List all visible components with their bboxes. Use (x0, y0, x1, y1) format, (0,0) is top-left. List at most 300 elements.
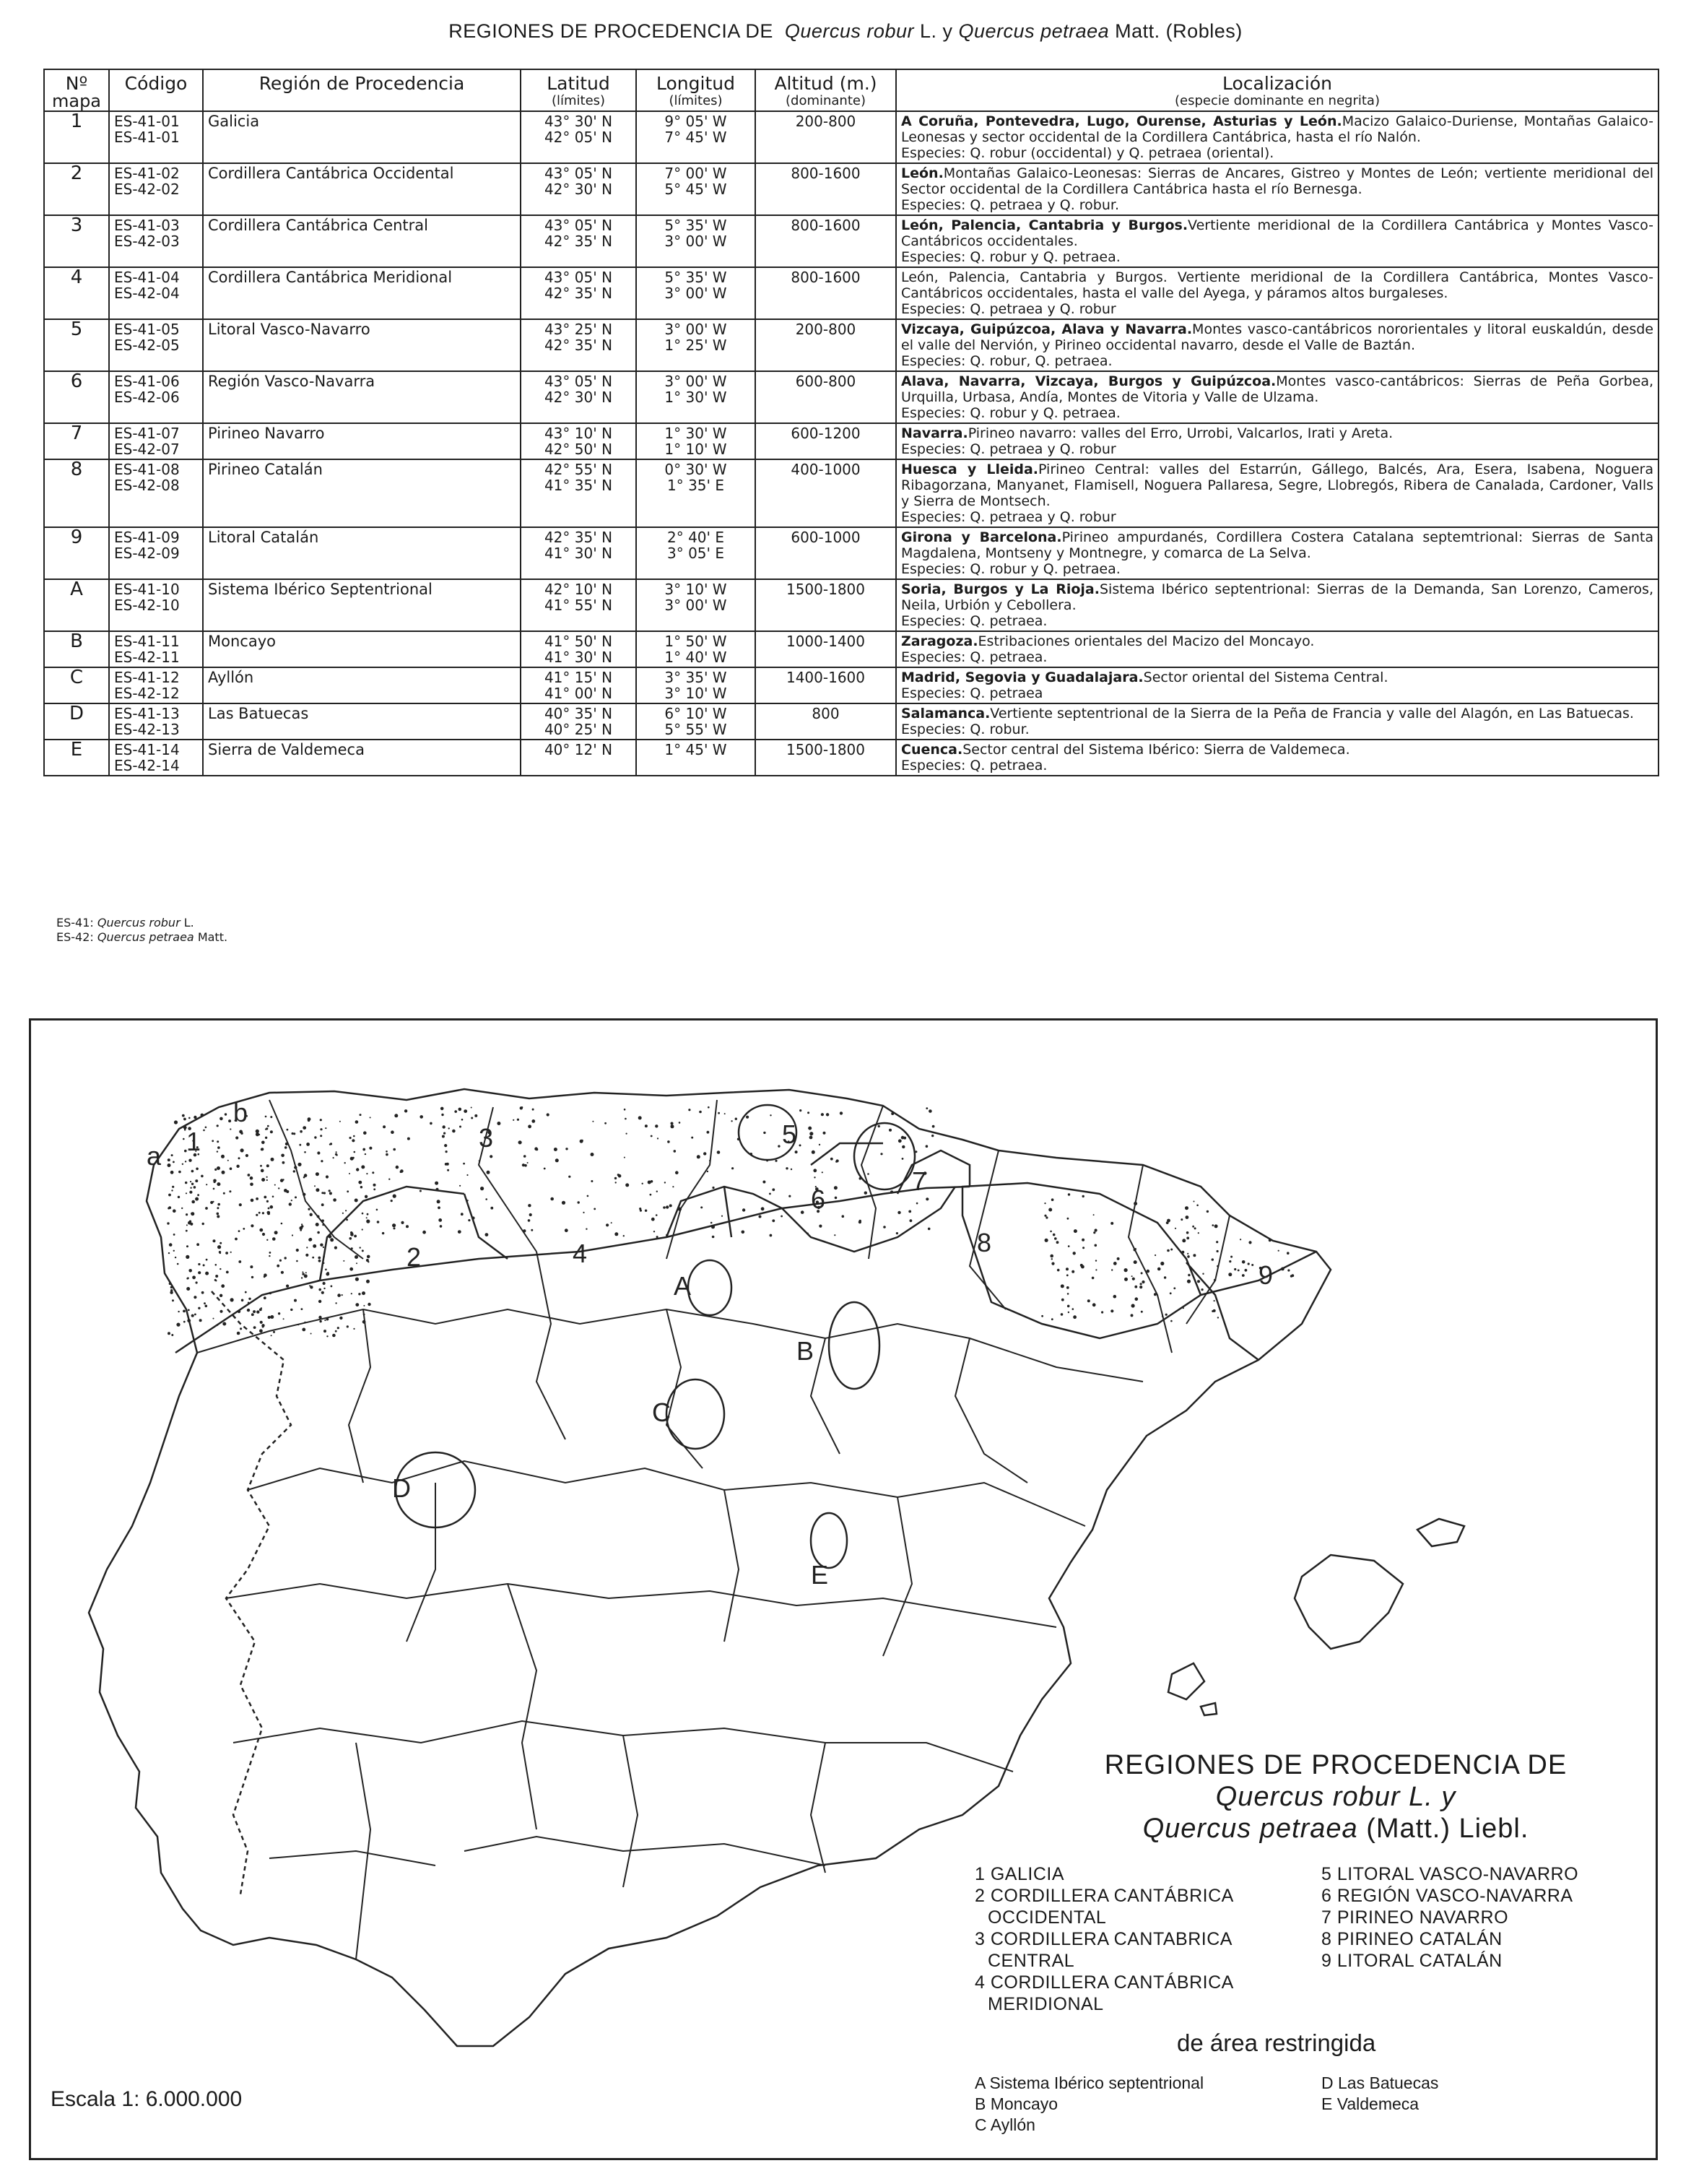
title-prefix: REGIONES DE PROCEDENCIA DE (448, 20, 773, 42)
presence-dot (1131, 1314, 1134, 1317)
presence-dot (1117, 1257, 1120, 1260)
portugal-border (212, 1291, 291, 1894)
cell-lon: 5° 35' W 3° 00' W (636, 215, 755, 267)
presence-dot (830, 1158, 833, 1161)
presence-dot (897, 1211, 900, 1214)
presence-dot (518, 1140, 522, 1144)
presence-dot (304, 1322, 306, 1324)
cell-num: 2 (44, 163, 109, 215)
map-label-4: 4 (573, 1239, 588, 1268)
presence-dot (350, 1233, 354, 1236)
presence-dot (772, 1188, 775, 1191)
presence-dot (931, 1135, 934, 1137)
presence-dot (814, 1176, 815, 1178)
presence-dot (168, 1252, 170, 1254)
presence-dot (352, 1157, 355, 1159)
presence-dot (225, 1252, 228, 1254)
presence-dot (173, 1250, 175, 1252)
presence-dot (230, 1128, 231, 1130)
presence-dot (332, 1334, 336, 1338)
presence-dot (615, 1182, 617, 1183)
cell-localizacion: Huesca y Lleida.Pirineo Central: valles del Estarrún, Gállego, Balcés, Ara, Esera, Isabena, Noguera Ribagorzana, Manyanet, Flamisell, Noguera Pallaresa, Segre, Llobregós, Ribera de Canalada, Cardoner, Valls y Sierra de Montsech. Especies: Q. petraea y Q. robur (896, 459, 1659, 527)
presence-dot (1061, 1313, 1064, 1316)
cell-num: 9 (44, 527, 109, 579)
presence-dot (217, 1182, 220, 1186)
map-label-D: D (392, 1473, 411, 1503)
presence-dot (867, 1173, 869, 1175)
cell-lat: 43° 25' N 42° 35' N (521, 319, 636, 371)
presence-dot (178, 1311, 179, 1312)
presence-dot (250, 1265, 253, 1268)
presence-dot (362, 1291, 365, 1295)
presence-dot (1132, 1278, 1135, 1280)
presence-dot (1182, 1239, 1186, 1242)
presence-dot (1238, 1270, 1240, 1272)
cell-region: Litoral Vasco-Navarro (203, 319, 521, 371)
presence-dot (896, 1232, 898, 1234)
legend-item: OCCIDENTAL (988, 1907, 1107, 1928)
presence-dot (766, 1159, 768, 1161)
presence-dot (823, 1132, 826, 1135)
presence-dot (859, 1177, 862, 1180)
presence-dot (318, 1288, 321, 1291)
presence-dot (261, 1169, 264, 1173)
header-alt: Altitud (m.) (dominante) (755, 69, 896, 111)
table-row (44, 267, 1659, 319)
presence-dot (1067, 1293, 1069, 1295)
cell-lon: 3° 00' W 1° 25' W (636, 319, 755, 371)
presence-dot (1216, 1241, 1218, 1243)
table-row (44, 215, 1659, 267)
presence-dot (580, 1140, 583, 1143)
presence-dot (361, 1165, 365, 1169)
presence-dot (241, 1299, 244, 1302)
cell-num: E (44, 740, 109, 776)
presence-dot (422, 1231, 426, 1234)
map-label-2: 2 (407, 1242, 422, 1272)
presence-dot (362, 1213, 364, 1215)
presence-dot (256, 1214, 258, 1216)
presence-dot (326, 1318, 329, 1321)
title-species-petraea: Quercus petraea (958, 20, 1110, 42)
presence-dot (172, 1186, 174, 1188)
presence-dot (655, 1124, 658, 1127)
cell-num: 7 (44, 423, 109, 459)
presence-dot (198, 1307, 200, 1309)
presence-dot (406, 1225, 409, 1228)
presence-dot (1242, 1260, 1246, 1264)
presence-dot (1217, 1265, 1219, 1268)
presence-dot (420, 1190, 422, 1192)
presence-dot (316, 1223, 319, 1226)
presence-dot (382, 1232, 384, 1234)
presence-dot (664, 1182, 666, 1183)
presence-dot (461, 1119, 464, 1121)
presence-dot (889, 1129, 892, 1132)
presence-dot (1228, 1273, 1232, 1276)
presence-dot (333, 1157, 334, 1158)
presence-dot (219, 1242, 222, 1244)
presence-dot (1056, 1241, 1059, 1244)
presence-dot (461, 1213, 464, 1216)
cell-lon: 1° 30' W 1° 10' W (636, 423, 755, 459)
presence-dot (360, 1114, 362, 1116)
presence-dot (191, 1170, 194, 1173)
presence-dot (1073, 1315, 1077, 1319)
presence-dot (291, 1200, 292, 1201)
presence-dot (759, 1216, 762, 1218)
presence-dot (292, 1234, 293, 1236)
presence-dot (175, 1257, 176, 1258)
presence-dot (296, 1260, 298, 1262)
presence-dot (251, 1276, 253, 1278)
regions-table (43, 69, 1659, 776)
presence-dot (191, 1314, 194, 1317)
presence-dot (487, 1171, 490, 1174)
legend-item: CENTRAL (988, 1951, 1075, 1971)
presence-dot (177, 1263, 179, 1265)
presence-dot (1131, 1275, 1133, 1277)
presence-dot (819, 1144, 820, 1145)
cell-num: D (44, 703, 109, 740)
presence-dot (262, 1233, 265, 1236)
presence-dot (270, 1116, 272, 1118)
presence-dot (250, 1183, 253, 1187)
presence-dot (222, 1322, 226, 1326)
presence-dot (178, 1171, 181, 1174)
presence-dot (770, 1234, 773, 1237)
table-row (44, 371, 1659, 423)
presence-dot (250, 1176, 253, 1180)
presence-dot (318, 1280, 320, 1282)
presence-dot (471, 1117, 473, 1119)
presence-dot (253, 1326, 256, 1329)
presence-dot (547, 1113, 549, 1116)
presence-dot (334, 1247, 337, 1249)
presence-dot (349, 1137, 352, 1139)
presence-dot (592, 1121, 594, 1122)
map-labels (147, 1098, 1273, 1590)
presence-dot (479, 1160, 480, 1161)
presence-dot (1053, 1234, 1056, 1236)
cell-lat: 43° 10' N 42° 50' N (521, 423, 636, 459)
presence-dot (356, 1262, 357, 1264)
presence-dot (517, 1119, 519, 1121)
presence-dot (238, 1157, 240, 1159)
presence-dot (270, 1130, 273, 1133)
cell-localizacion: León, Palencia, Cantabria y Burgos.Vertiente meridional de la Cordillera Cantábrica y Montes Vasco-Cantábricos occidentales. Especies: Q. robur y Q. petraea. (896, 215, 1659, 267)
presence-dot (442, 1135, 445, 1138)
presence-dot (324, 1320, 326, 1321)
presence-dot (1248, 1241, 1251, 1244)
presence-dot (238, 1230, 240, 1232)
presence-dot (651, 1180, 653, 1183)
presence-dot (259, 1329, 263, 1332)
presence-dot (281, 1154, 284, 1158)
presence-dot (253, 1310, 256, 1313)
presence-dot (568, 1176, 570, 1178)
presence-dot (173, 1161, 175, 1164)
presence-dot (594, 1208, 596, 1210)
header-lat: Latitud (límites) (521, 69, 636, 111)
presence-dot (205, 1272, 209, 1275)
cell-alt: 200-800 (755, 319, 896, 371)
presence-dot (1051, 1318, 1053, 1320)
presence-dot (707, 1131, 710, 1134)
presence-dot (1044, 1215, 1046, 1217)
presence-dot (283, 1318, 284, 1320)
presence-dot (890, 1190, 893, 1193)
presence-dot (235, 1238, 238, 1241)
presence-dot (1214, 1300, 1215, 1301)
presence-dot (297, 1163, 301, 1166)
presence-dot (336, 1151, 337, 1153)
cell-lon: 1° 50' W 1° 40' W (636, 631, 755, 667)
presence-dot (1081, 1265, 1084, 1269)
title-mid: L. y (919, 20, 953, 42)
presence-dot (217, 1124, 219, 1127)
presence-dot (205, 1207, 208, 1210)
cell-num: B (44, 631, 109, 667)
presence-dot (788, 1195, 791, 1197)
presence-dot (1066, 1268, 1069, 1270)
presence-dot (1167, 1249, 1170, 1252)
presence-dot (219, 1294, 222, 1297)
presence-dot (391, 1200, 393, 1202)
presence-dot (204, 1302, 206, 1304)
presence-dot (1135, 1297, 1139, 1301)
presence-dot (217, 1166, 220, 1170)
presence-dot (274, 1231, 278, 1234)
presence-dot (1082, 1239, 1084, 1242)
presence-dot (362, 1148, 365, 1151)
map-label-C: C (652, 1398, 671, 1427)
presence-dot (898, 1139, 902, 1143)
presence-dot (270, 1205, 274, 1209)
presence-dot (259, 1228, 263, 1232)
presence-dot (391, 1130, 394, 1134)
presence-dot (878, 1125, 880, 1127)
presence-dot (1214, 1224, 1218, 1228)
cell-lat: 43° 30' N 42° 05' N (521, 111, 636, 163)
presence-dot (329, 1192, 332, 1195)
presence-dot (929, 1109, 932, 1113)
presence-dot (169, 1243, 173, 1247)
presence-dot (262, 1212, 264, 1214)
presence-dot (170, 1291, 173, 1294)
species-codes-legend (56, 916, 227, 945)
cell-region: Moncayo (203, 631, 521, 667)
presence-dot (236, 1165, 239, 1168)
presence-dot (171, 1154, 173, 1156)
presence-dot (214, 1181, 216, 1183)
presence-dot (323, 1247, 324, 1248)
presence-dot (278, 1187, 279, 1189)
presence-dot (795, 1150, 798, 1153)
area-7-boundary (854, 1123, 915, 1190)
cell-codes: ES-41-05 ES-42-05 (109, 319, 203, 371)
presence-dot (174, 1120, 178, 1124)
presence-dot (674, 1150, 677, 1153)
presence-dot (303, 1126, 306, 1130)
presence-dot (910, 1219, 913, 1222)
presence-dot (394, 1114, 398, 1117)
presence-dot (267, 1125, 269, 1127)
presence-dot (261, 1178, 265, 1182)
presence-dot (223, 1192, 225, 1195)
presence-dot (801, 1210, 804, 1214)
presence-dot (183, 1310, 186, 1313)
presence-dot (281, 1223, 283, 1225)
presence-dot (523, 1229, 526, 1232)
table-row (44, 111, 1659, 163)
map-title-line2: Quercus robur L. y (1215, 1782, 1456, 1812)
presence-dot (711, 1225, 715, 1228)
presence-dot (928, 1228, 931, 1231)
cell-lon: 2° 40' E 3° 05' E (636, 527, 755, 579)
presence-dot (264, 1296, 266, 1299)
presence-dot (187, 1319, 191, 1322)
presence-dot (170, 1171, 174, 1174)
cell-region: Cordillera Cantábrica Central (203, 215, 521, 267)
cell-localizacion: Cuenca.Sector central del Sistema Ibérico: Sierra de Valdemeca. Especies: Q. petraea. (896, 740, 1659, 776)
presence-dot (176, 1323, 180, 1327)
iberia-map (31, 1020, 1656, 2158)
presence-dot (185, 1161, 186, 1162)
presence-dot (194, 1314, 196, 1316)
presence-dot (308, 1208, 310, 1210)
cell-lat: 42° 55' N 41° 35' N (521, 459, 636, 527)
presence-dot (669, 1228, 670, 1229)
presence-dot (1213, 1309, 1216, 1312)
presence-dot (302, 1271, 303, 1273)
presence-dot (1165, 1314, 1168, 1316)
presence-dot (188, 1159, 191, 1162)
table-row (44, 423, 1659, 459)
presence-dot (227, 1160, 229, 1161)
presence-dot (266, 1239, 268, 1241)
presence-dot (256, 1197, 258, 1200)
map-label-9: 9 (1259, 1260, 1274, 1290)
presence-dot (362, 1320, 366, 1324)
presence-dot (239, 1203, 242, 1206)
presence-dot (1051, 1198, 1054, 1201)
presence-dot (763, 1132, 765, 1134)
code-legend-robur: ES-41: Quercus robur L. (56, 916, 194, 930)
presence-dot (367, 1213, 369, 1216)
presence-dot (1197, 1280, 1200, 1283)
presence-dot (366, 1259, 369, 1262)
presence-dot (1048, 1208, 1052, 1212)
presence-dot (1045, 1239, 1048, 1242)
presence-dot (355, 1303, 359, 1306)
presence-dot (1185, 1206, 1188, 1210)
presence-dot (807, 1233, 809, 1235)
presence-dot (666, 1205, 669, 1208)
presence-dot (703, 1152, 706, 1155)
presence-dot (226, 1271, 229, 1274)
presence-dot (656, 1214, 658, 1216)
presence-dot (191, 1183, 194, 1185)
presence-dot (1194, 1227, 1196, 1229)
presence-dot (192, 1275, 196, 1279)
map-label-8: 8 (977, 1228, 992, 1257)
cell-num: 1 (44, 111, 109, 163)
presence-dot (624, 1109, 626, 1111)
presence-dot (746, 1116, 749, 1119)
presence-dot (1061, 1284, 1064, 1288)
cell-codes: ES-41-07 ES-42-07 (109, 423, 203, 459)
presence-dot (1095, 1269, 1097, 1270)
map-label-a: a (147, 1141, 162, 1171)
presence-dot (604, 1122, 607, 1124)
presence-dot (1095, 1244, 1097, 1247)
presence-dot (318, 1257, 321, 1260)
presence-dot (1164, 1276, 1166, 1278)
presence-dot (173, 1209, 176, 1213)
presence-dot (448, 1127, 450, 1129)
map-label-7: 7 (912, 1166, 927, 1196)
presence-dot (903, 1137, 906, 1140)
presence-dot (186, 1192, 187, 1194)
presence-dot (344, 1162, 346, 1164)
presence-dot (778, 1145, 780, 1147)
presence-dot (671, 1122, 674, 1125)
presence-dot (360, 1247, 361, 1248)
legend-item: MERIDIONAL (988, 1994, 1104, 2014)
presence-dot (1131, 1304, 1135, 1307)
presence-dot (1066, 1274, 1069, 1276)
presence-dot (555, 1158, 559, 1162)
cell-num: 5 (44, 319, 109, 371)
presence-dot (248, 1302, 249, 1304)
presence-dot (296, 1249, 299, 1252)
presence-dot (813, 1169, 817, 1172)
presence-dot (858, 1221, 861, 1223)
presence-dot (532, 1109, 534, 1111)
header-loc: Localización (especie dominante en negrita) (896, 69, 1659, 111)
title-species-robur: Quercus robur (784, 20, 914, 42)
restricted-item: D Las Batuecas (1321, 2074, 1439, 2092)
cell-alt: 600-1200 (755, 423, 896, 459)
presence-dot (317, 1231, 320, 1234)
presence-dot (229, 1190, 231, 1192)
presence-dot (883, 1226, 886, 1228)
presence-dot (721, 1216, 723, 1217)
presence-dot (1101, 1311, 1103, 1313)
presence-dot (190, 1223, 193, 1226)
presence-dot (1207, 1210, 1209, 1213)
presence-dot (194, 1186, 196, 1189)
cell-region: Pirineo Navarro (203, 423, 521, 459)
presence-dot (272, 1237, 276, 1241)
presence-dot (1095, 1228, 1097, 1231)
cell-num: 4 (44, 267, 109, 319)
presence-dot (625, 1118, 627, 1120)
presence-dot (355, 1120, 359, 1124)
map-label-5: 5 (782, 1119, 797, 1149)
presence-dot (368, 1303, 370, 1306)
presence-dot (282, 1179, 284, 1180)
presence-dot (269, 1252, 271, 1254)
presence-dot (219, 1252, 221, 1254)
presence-dot (221, 1284, 225, 1288)
presence-dot (323, 1262, 324, 1264)
presence-dot (188, 1309, 190, 1312)
presence-dot (266, 1200, 269, 1202)
presence-dot (171, 1190, 173, 1191)
restricted-list-left (975, 2073, 1204, 2136)
